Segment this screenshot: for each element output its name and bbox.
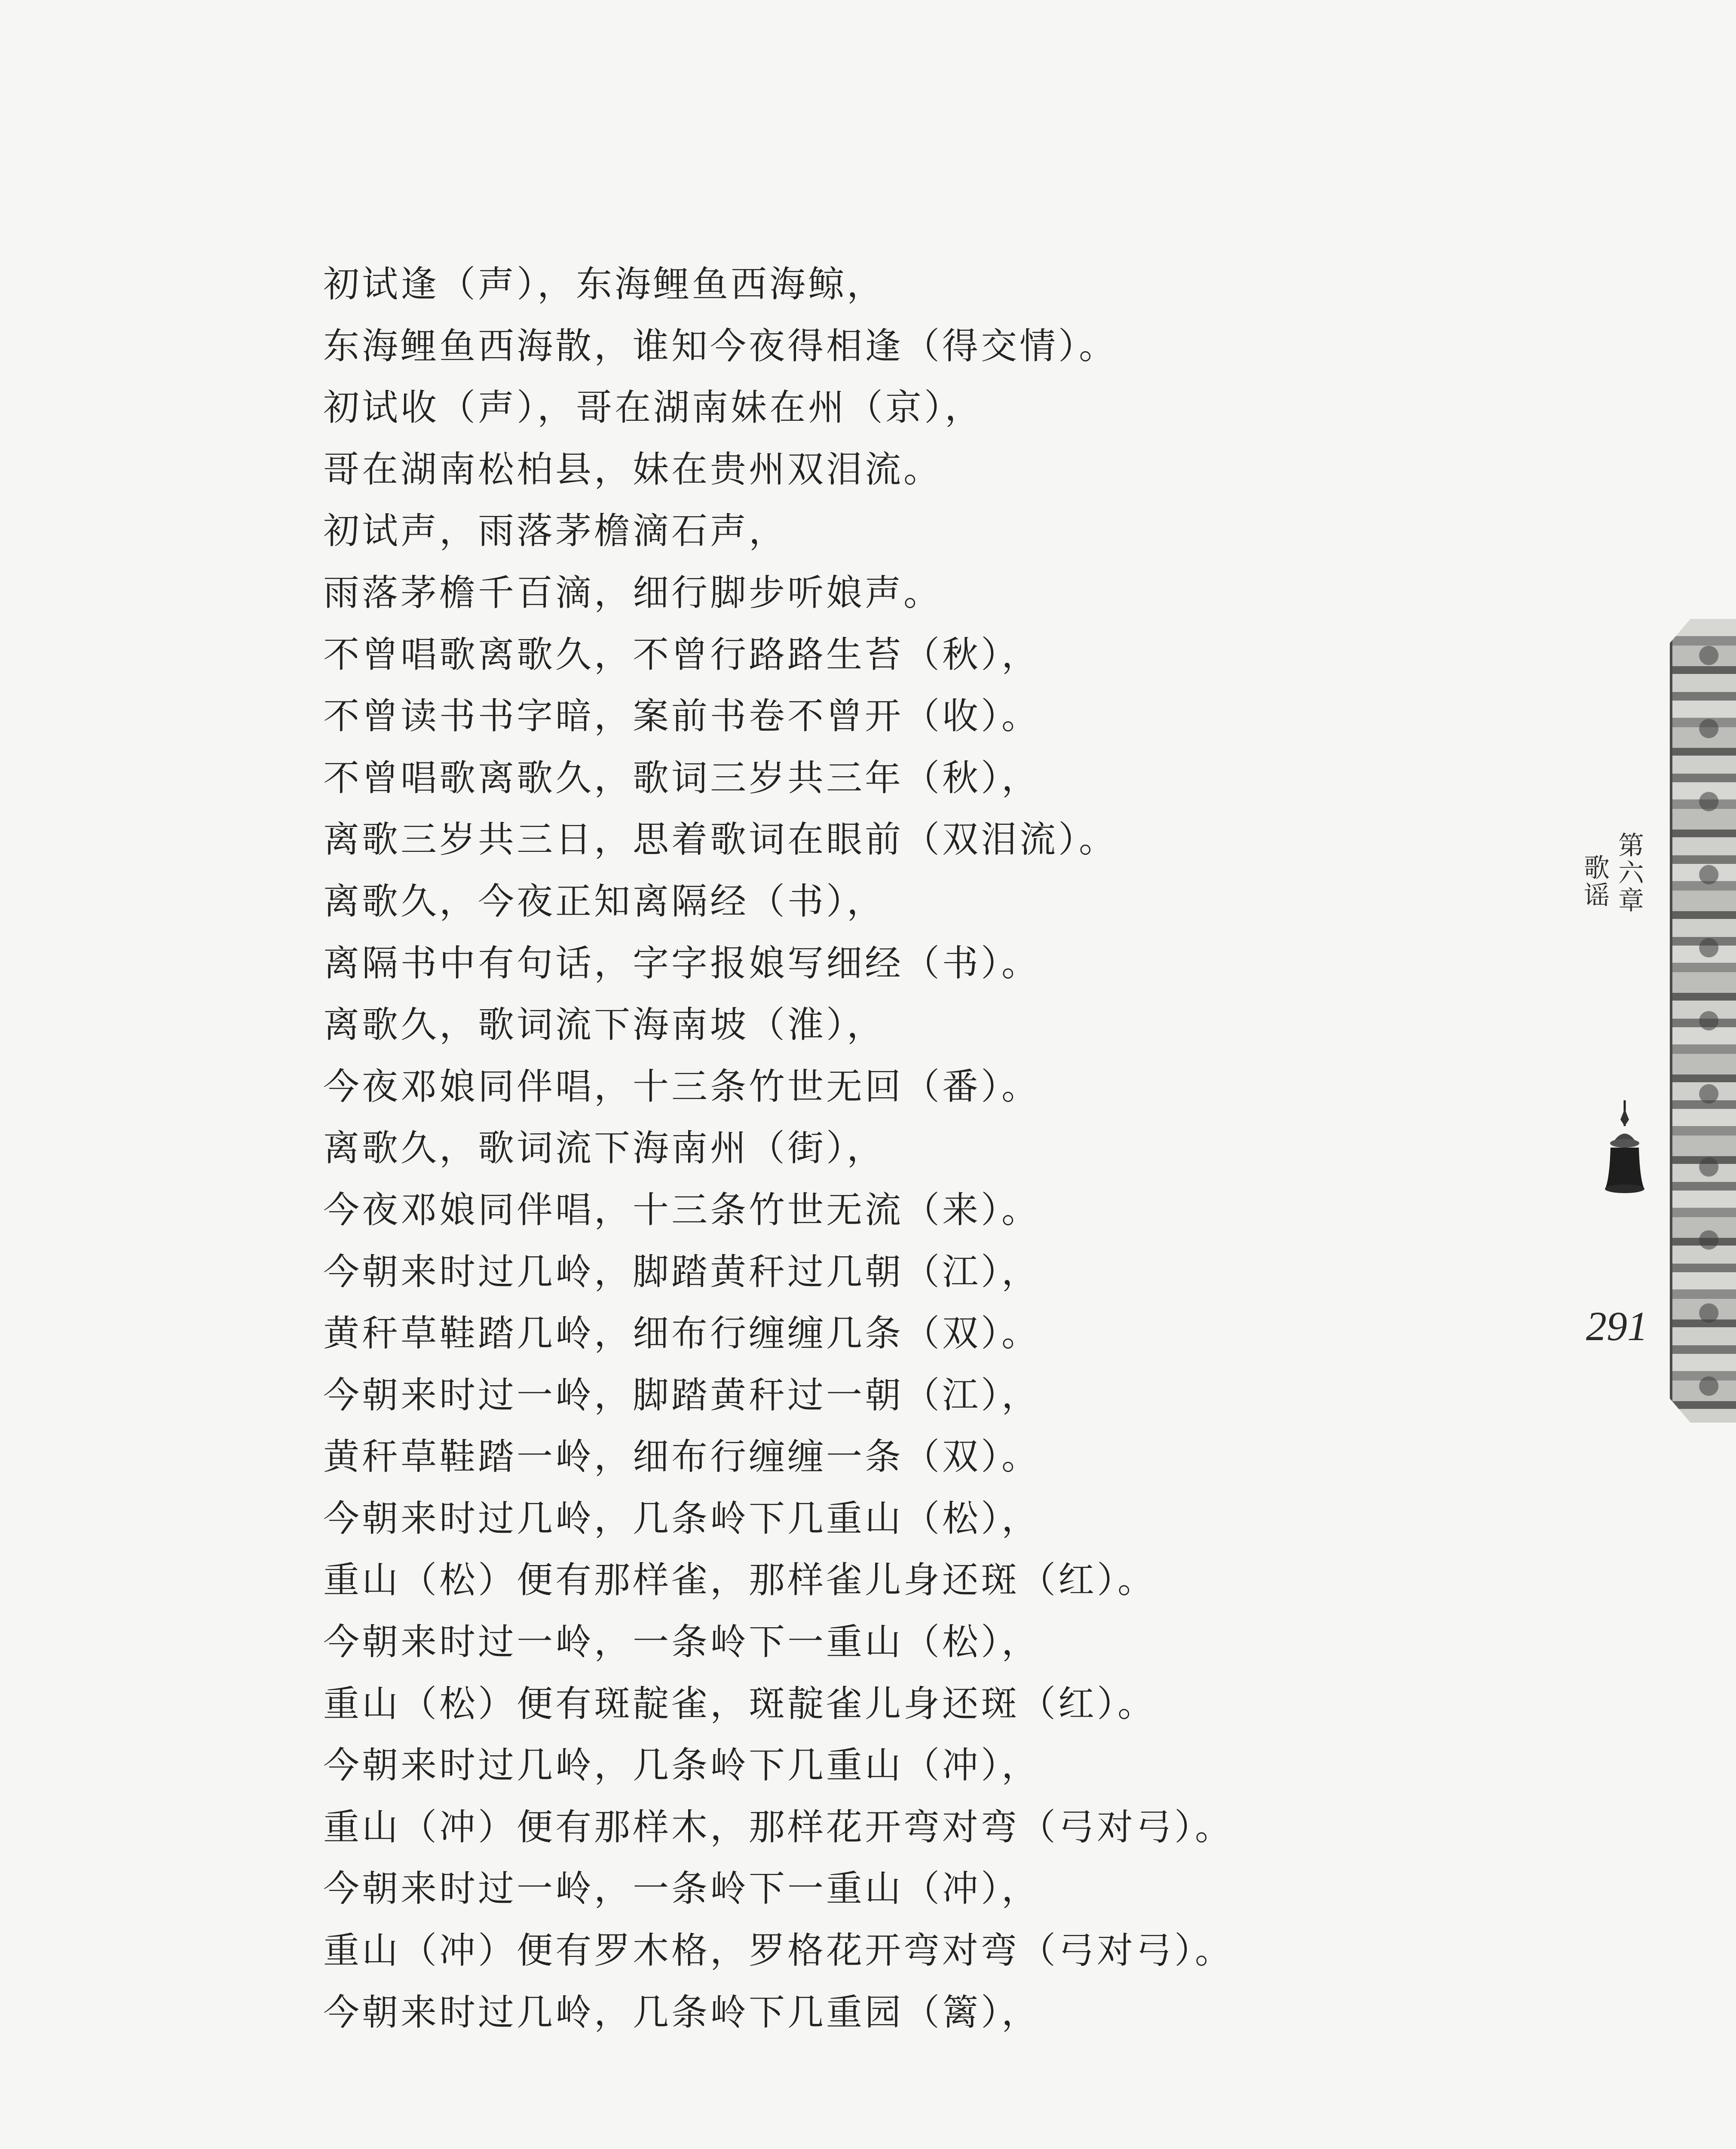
verse-line: 今朝来时过一岭，一条岭下一重山（冲）， — [323, 1867, 1041, 1910]
ornamental-side-border — [1670, 619, 1736, 1423]
chapter-heading — [1580, 832, 1646, 914]
bell-ornament-icon — [1601, 1100, 1648, 1195]
verse-line: 重山（冲）便有罗木格，罗格花开弯对弯（弓对弓）。 — [323, 1929, 1234, 1972]
chapter-name: 歌谣 — [1580, 854, 1610, 909]
verse-line: 黄秆草鞋踏几岭，细布行缠缠几条（双）。 — [323, 1312, 1041, 1355]
verse-line: 初试收（声），哥在湖南妹在州（京）， — [323, 386, 984, 429]
verse-line: 重山（冲）便有那样木，那样花开弯对弯（弓对弓）。 — [323, 1806, 1234, 1848]
page-number: 291 — [1586, 1303, 1648, 1349]
verse-line: 哥在湖南松柏县，妹在贵州双泪流。 — [323, 448, 943, 490]
verse-line: 今夜邓娘同伴唱，十三条竹世无流（来）。 — [323, 1188, 1041, 1231]
verse-line: 今朝来时过一岭，脚踏黄秆过一朝（江）， — [323, 1374, 1041, 1416]
verse-line: 不曾读书书字暗，案前书卷不曾开（收）。 — [323, 695, 1041, 738]
verse-line: 离歌三岁共三日，思着歌词在眼前（双泪流）。 — [323, 818, 1118, 861]
verse-line: 重山（松）便有那样雀，那样雀儿身还斑（红）。 — [323, 1559, 1157, 1601]
verse-line: 今朝来时过几岭，几条岭下几重园（篱）， — [323, 1991, 1041, 2033]
verse-line: 东海鲤鱼西海散，谁知今夜得相逢（得交情）。 — [323, 324, 1118, 367]
verse-line: 今朝来时过一岭，一条岭下一重山（松）， — [323, 1621, 1041, 1663]
verse-line: 今夜邓娘同伴唱，十三条竹世无回（番）。 — [323, 1065, 1041, 1108]
verse-line: 不曾唱歌离歌久，不曾行路路生苔（秋）， — [323, 633, 1041, 676]
verse-line: 重山（松）便有斑靛雀，斑靛雀儿身还斑（红）。 — [323, 1682, 1157, 1725]
verse-line: 初试逢（声），东海鲤鱼西海鲸， — [323, 263, 886, 305]
verse-line: 离隔书中有句话，字字报娘写细经（书）。 — [323, 942, 1041, 984]
verse-line: 初试声，雨落茅檐滴石声， — [323, 510, 788, 552]
verse-line: 今朝来时过几岭，脚踏黄秆过几朝（江）， — [323, 1250, 1041, 1293]
verse-text-block — [323, 254, 1527, 2043]
verse-line: 离歌久，歌词流下海南州（街）， — [323, 1127, 886, 1169]
verse-line: 雨落茅檐千百滴，细行脚步听娘声。 — [323, 571, 943, 614]
verse-line: 黄秆草鞋踏一岭，细布行缠缠一条（双）。 — [323, 1436, 1041, 1478]
verse-line: 离歌久，歌词流下海南坡（淮）， — [323, 1004, 886, 1046]
verse-line: 今朝来时过几岭，几条岭下几重山（松）， — [323, 1497, 1041, 1540]
verse-line: 离歌久，今夜正知离隔经（书）， — [323, 880, 886, 922]
verse-line: 今朝来时过几岭，几条岭下几重山（冲）， — [323, 1744, 1041, 1787]
chapter-number: 第六章 — [1614, 832, 1644, 914]
verse-line: 不曾唱歌离歌久，歌词三岁共三年（秋）， — [323, 756, 1041, 799]
